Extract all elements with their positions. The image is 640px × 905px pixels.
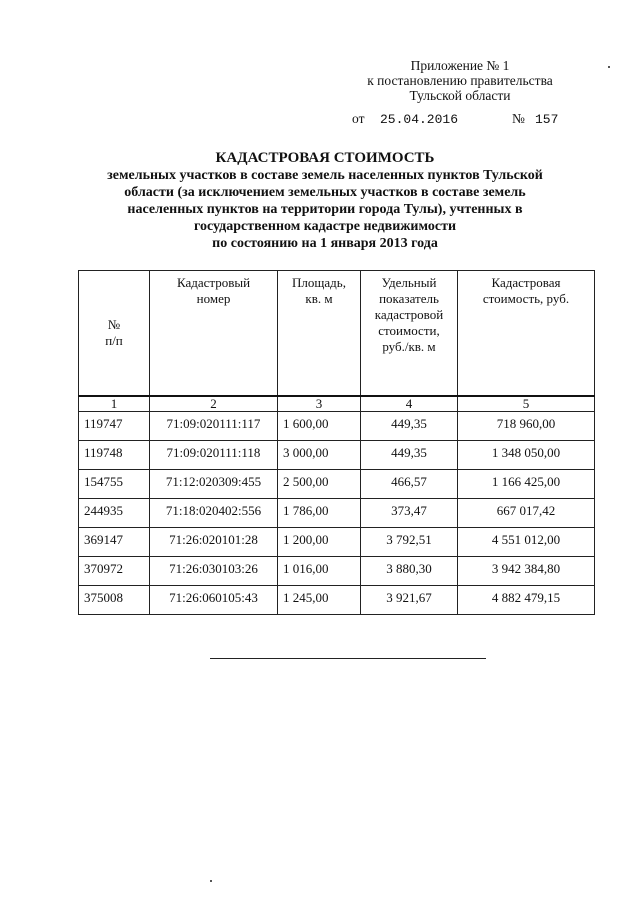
- specific-value: 3 792,51: [361, 528, 458, 557]
- table-header-row: [79, 271, 595, 397]
- area-value: 1 600,00: [278, 412, 361, 441]
- cadastral-number: 71:26:030103:26: [150, 557, 278, 586]
- row-number: 375008: [79, 586, 150, 615]
- decree-number: 157: [535, 112, 559, 127]
- appendix-line-3: Тульской области: [409, 88, 511, 103]
- header-cadastral-number: Кадастровый номер: [150, 271, 278, 397]
- cadastral-number: 71:18:020402:556: [150, 499, 278, 528]
- appendix-line-2: к постановлению правительства: [367, 73, 553, 88]
- title-line-1: земельных участков в составе земель населенных пунктов Тульской: [107, 168, 543, 183]
- cadastral-number: 71:26:020101:28: [150, 528, 278, 557]
- area-value: 1 245,00: [278, 586, 361, 615]
- cadastral-cost: 4 551 012,00: [458, 528, 595, 557]
- table-row: [79, 412, 595, 441]
- specific-value: 373,47: [361, 499, 458, 528]
- header-area: Площадь, кв. м: [278, 271, 361, 397]
- appendix-line-1: Приложение № 1: [410, 58, 510, 73]
- column-number: 3: [278, 396, 361, 412]
- column-number: 2: [150, 396, 278, 412]
- column-number: 4: [361, 396, 458, 412]
- row-number: 370972: [79, 557, 150, 586]
- row-number: 369147: [79, 528, 150, 557]
- table-row: [79, 441, 595, 470]
- area-value: 1 016,00: [278, 557, 361, 586]
- header-cadastral-cost: Кадастровая стоимость, руб.: [458, 271, 595, 397]
- column-number: 5: [458, 396, 595, 412]
- appendix-header: [340, 58, 580, 103]
- cadastral-cost: 3 942 384,80: [458, 557, 595, 586]
- specific-value: 466,57: [361, 470, 458, 499]
- table-row: [79, 528, 595, 557]
- area-value: 1 200,00: [278, 528, 361, 557]
- column-number: 1: [79, 396, 150, 412]
- title-line-3: населенных пунктов на территории города Тулы), учтенных в: [127, 202, 523, 217]
- specific-value: 3 921,67: [361, 586, 458, 615]
- title-heading: КАДАСТРОВАЯ СТОИМОСТЬ: [215, 150, 435, 166]
- area-value: 3 000,00: [278, 441, 361, 470]
- table-row: [79, 499, 595, 528]
- title-line-4: государственном кадастре недвижимости: [193, 219, 457, 234]
- table-row: [79, 557, 595, 586]
- cadastral-cost: 667 017,42: [458, 499, 595, 528]
- header-number: № п/п: [79, 271, 150, 397]
- title-line-2: области (за исключением земельных участков в составе земель: [124, 185, 526, 200]
- specific-value: 449,35: [361, 412, 458, 441]
- row-number: 154755: [79, 470, 150, 499]
- column-number-row: [79, 396, 595, 412]
- header-specific-value: Удельный показатель кадастровой стоимости, руб./кв. м: [361, 271, 458, 397]
- area-value: 2 500,00: [278, 470, 361, 499]
- cadastral-value-table: [78, 270, 595, 615]
- end-of-document-line: [210, 658, 486, 659]
- area-value: 1 786,00: [278, 499, 361, 528]
- row-number: 119747: [79, 412, 150, 441]
- date-prefix: от: [352, 111, 365, 126]
- title-line-5: по состоянию на 1 января 2013 года: [212, 236, 438, 251]
- row-number: 244935: [79, 499, 150, 528]
- cadastral-cost: 1 348 050,00: [458, 441, 595, 470]
- decree-date: 25.04.2016: [380, 112, 459, 127]
- cadastral-cost: 1 166 425,00: [458, 470, 595, 499]
- number-prefix: №: [512, 111, 525, 126]
- cadastral-number: 71:26:060105:43: [150, 586, 278, 615]
- cadastral-number: 71:12:020309:455: [150, 470, 278, 499]
- document-title: [60, 150, 590, 252]
- specific-value: 3 880,30: [361, 557, 458, 586]
- cadastral-cost: 718 960,00: [458, 412, 595, 441]
- cadastral-number: 71:09:020111:118: [150, 441, 278, 470]
- row-number: 119748: [79, 441, 150, 470]
- table-row: [79, 586, 595, 615]
- specific-value: 449,35: [361, 441, 458, 470]
- cadastral-cost: 4 882 479,15: [458, 586, 595, 615]
- table-row: [79, 470, 595, 499]
- scan-speck: [210, 880, 212, 882]
- cadastral-number: 71:09:020111:117: [150, 412, 278, 441]
- scan-speck: [608, 66, 610, 68]
